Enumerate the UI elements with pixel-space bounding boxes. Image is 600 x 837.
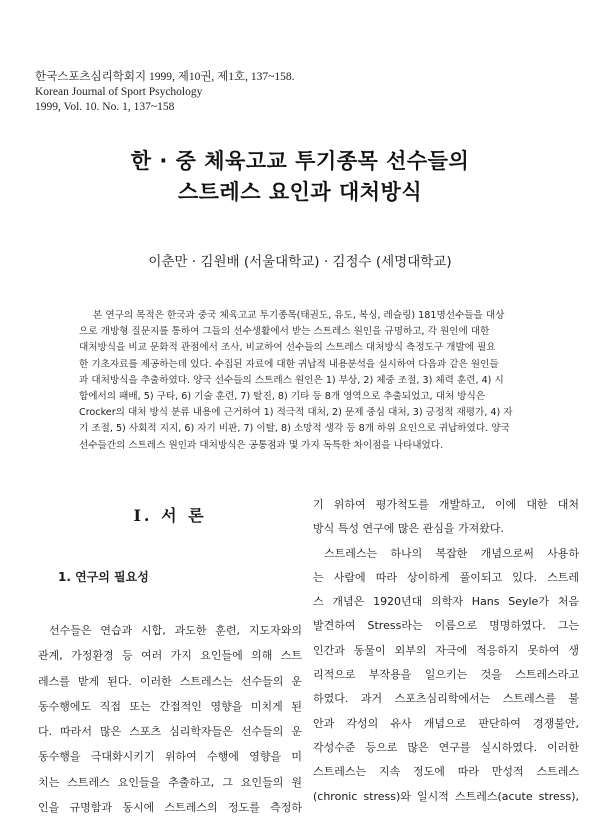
body-line: 스 개념은 1920년대 의학자 Hans Seyle가 처음	[313, 595, 579, 609]
abstract-line: 한 기초자료를 제공하는데 있다. 수집된 자료에 대한 귀납적 내용분석을 실시하여 다음과 같은 원인들	[79, 358, 499, 370]
body-line: 기 위하여 평가척도를 개발하고, 이에 대한 대처	[313, 498, 579, 511]
journal-citation	[35, 70, 295, 115]
subsection-heading: 1. 연구의 필요성	[58, 570, 149, 584]
body-line: 안과 각성의 유사 개념으로 판단하여 경쟁불안,	[313, 716, 579, 730]
author-list: 이춘만 · 김원배 (서울대학교) · 김정수 (세명대학교)	[148, 254, 452, 270]
body-line: 각성수준 등으로 많은 연구를 실시하였다. 이러한	[313, 740, 579, 754]
body-line: 하였다. 과거 스포츠심리학에서는 스트레스를 불	[313, 692, 579, 706]
abstract-line: 대처방식을 비교 문화적 관점에서 조사, 비교하여 선수들의 스트레스 대처방식 측정도구 개발에 필요	[79, 342, 496, 354]
right-column-body	[313, 493, 579, 809]
body-line: 관계, 가정환경 등 여러 가지 요인들에 의해 스트	[38, 649, 302, 663]
body-line: 치는 스트레스 요인들을 추출하고, 그 요인들의 원	[38, 775, 302, 789]
journal-citation-korean: 한국스포츠심리학회지 1999, 제10권, 제1호, 137~158.	[35, 71, 295, 83]
body-line: 다. 따라서 많은 스포츠 심리학자들은 선수들의 운	[38, 725, 302, 739]
abstract-line: 기 조절, 5) 사회적 지지, 6) 자기 비판, 7) 이탈, 8) 소망적 생각 등 8개 하위 요인으로 귀납하였다. 양국	[79, 423, 510, 435]
abstract-line: 선수들간의 스트레스 원인과 대처방식은 공통점과 몇 가지 독특한 차이점을 나타내었다.	[79, 439, 444, 451]
body-line: 동수행에도 직접 또는 간접적인 영향을 미치게 된	[38, 699, 302, 713]
body-line: 스트레스는 하나의 복잡한 개념으로써 사용하	[324, 546, 579, 560]
body-line: 선수들은 연습과 시합, 과도한 훈련, 지도자와의	[49, 624, 302, 637]
body-line: 리적으로 부작용을 일으키는 것을 스트레스라고	[313, 668, 579, 682]
body-line: 인을 규명함과 동시에 스트레스의 정도를 측정하	[38, 801, 302, 815]
body-line: 동수행을 극대화시키기 위하여 수행에 영향을 미	[38, 750, 302, 764]
abstract-line: 본 연구의 목적은 한국과 중국 체육고교 투기종목(태권도, 유도, 복싱, 레슬링) 181명선수들을 대상	[93, 310, 505, 321]
body-line: 는 사람에 따라 상이하게 풀이되고 있다. 스트레	[313, 570, 579, 584]
paper-title-line-1: 한 · 중 체육고교 투기종목 선수들의	[130, 149, 470, 173]
abstract	[79, 308, 520, 454]
body-line: 방식 특성 연구에 많은 관심을 가져왔다.	[313, 522, 504, 536]
body-line: 인간과 동물이 외부의 자극에 적응하지 못하여 생	[313, 643, 579, 657]
journal-volume-pages: 1999, Vol. 10. No. 1, 137~158	[35, 101, 175, 113]
journal-name-english: Korean Journal of Sport Psychology	[35, 86, 203, 98]
abstract-line: Crocker의 대처 방식 분류 내용에 근거하여 1) 적극적 대처, 2) 문제 중심 대처, 3) 긍정적 재평가, 4) 자	[79, 407, 513, 419]
body-line: 레스를 받게 된다. 이러한 스트레스는 선수들의 운	[38, 674, 302, 688]
section-heading-introduction: I. 서 론	[133, 506, 207, 525]
body-line: (chronic stress)와 일시적 스트레스(acute stress),	[313, 789, 579, 803]
body-line: 발견하여 Stress라는 이름으로 명명하였다. 그는	[313, 619, 579, 633]
body-line: 스트레스는 지속 정도에 따라 만성적 스트레스	[313, 765, 579, 779]
abstract-line: 합에서의 패배, 5) 구타, 6) 기술 훈련, 7) 탈진, 8) 기타 등 8개 영역으로 추출되었고, 대처 방식은	[79, 391, 486, 403]
abstract-line: 과 대처방식을 추출하였다. 양국 선수들의 스트레스 원인은 1) 부상, 2) 체중 조절, 3) 체력 훈련, 4) 시	[79, 374, 504, 386]
paper-title-line-2: 스트레스 요인과 대처방식	[177, 180, 423, 204]
abstract-line: 으로 개방형 질문지를 통하여 그들의 선수생활에서 받는 스트레스 원인을 규명하고, 각 원인에 대한	[79, 326, 490, 338]
left-column-body	[38, 618, 302, 820]
